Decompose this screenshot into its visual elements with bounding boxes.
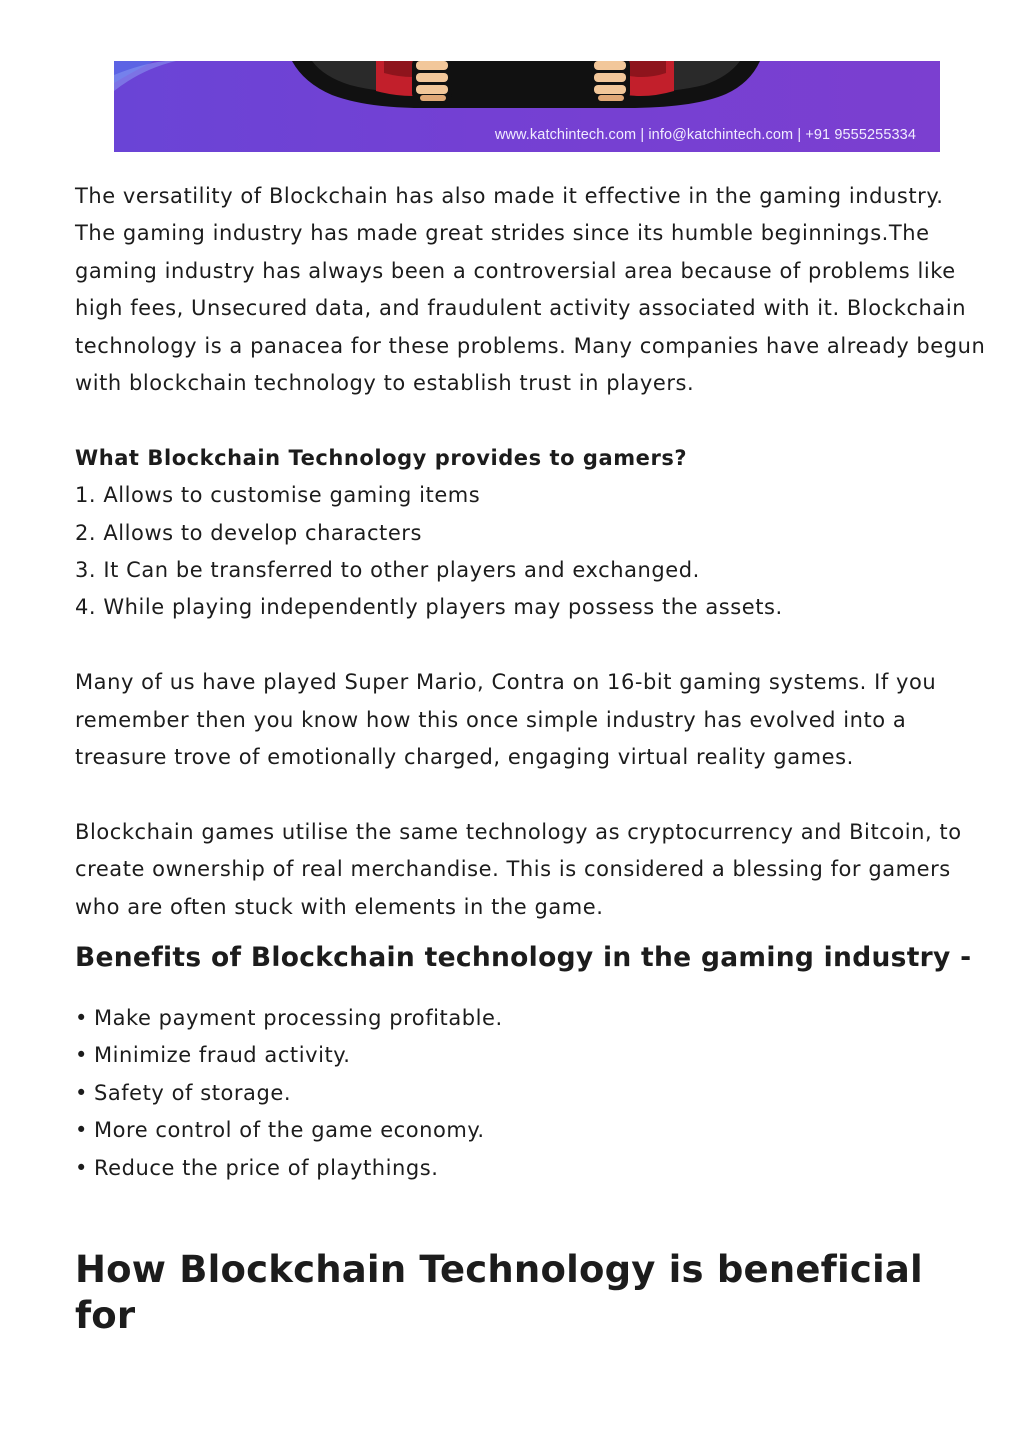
list-item (75, 1037, 990, 1074)
bullet-dot: • (75, 1155, 88, 1180)
spacer (75, 627, 990, 664)
list-item (75, 1150, 990, 1187)
intro-paragraph: The versatility of Blockchain has also made it effective in the gaming industry. The gaming industry has made great strides since its humble beginnings.The gaming industry has always been a controversial area because of problems like high fees, Unsecured data, and fraudulent activity associated with it. Blockchain technology is a panacea for these problems. Many companies have already begun with blockchain technology to establish trust in players. (75, 184, 986, 396)
bullet-dot: • (75, 1080, 88, 1105)
provides-item-1: 1. Allows to customise gaming items (75, 483, 481, 508)
benefit-text: Make payment processing profitable. (93, 1006, 503, 1031)
provides-item-2: 2. Allows to develop characters (75, 520, 422, 545)
article-body (75, 178, 990, 1339)
benefit-text: Reduce the price of playthings. (93, 1155, 439, 1180)
header-banner-image (114, 61, 940, 152)
benefit-text: Minimize fraud activity. (93, 1043, 351, 1068)
provides-item-3: 3. It Can be transferred to other players and exchanged. (75, 558, 700, 583)
banner-contact-text: www.katchintech.com | info@katchintech.com | +91 9555255334 (494, 127, 916, 143)
list-item (75, 1000, 990, 1037)
benefits-heading: Benefits of Blockchain technology in the gaming industry - (75, 942, 972, 974)
section-heading: How Blockchain Technology is beneficial for (75, 1248, 923, 1338)
list-item (75, 1075, 990, 1112)
list-item (75, 1112, 990, 1149)
spacer (75, 402, 990, 439)
provides-question: What Blockchain Technology provides to gamers? (75, 445, 688, 470)
benefits-list (75, 1000, 990, 1187)
mario-paragraph: Many of us have played Super Mario, Contra on 16-bit gaming systems. If you remember then you know how this once simple industry has evolved into a treasure trove of emotionally charged, engaging virtual reality games. (75, 670, 937, 770)
bullet-dot: • (75, 1118, 88, 1143)
bullet-dot: • (75, 1006, 88, 1031)
blockchain-games-paragraph: Blockchain games utilise the same technology as cryptocurrency and Bitcoin, to create ownership of real merchandise. This is considered a blessing for gamers who are often stuck with elements in the game. (75, 819, 962, 919)
benefit-text: More control of the game economy. (93, 1118, 485, 1143)
provides-item-4: 4. While playing independently players may possess the assets. (75, 595, 783, 620)
benefit-text: Safety of storage. (93, 1080, 292, 1105)
spacer (75, 776, 990, 813)
bullet-dot: • (75, 1043, 88, 1068)
